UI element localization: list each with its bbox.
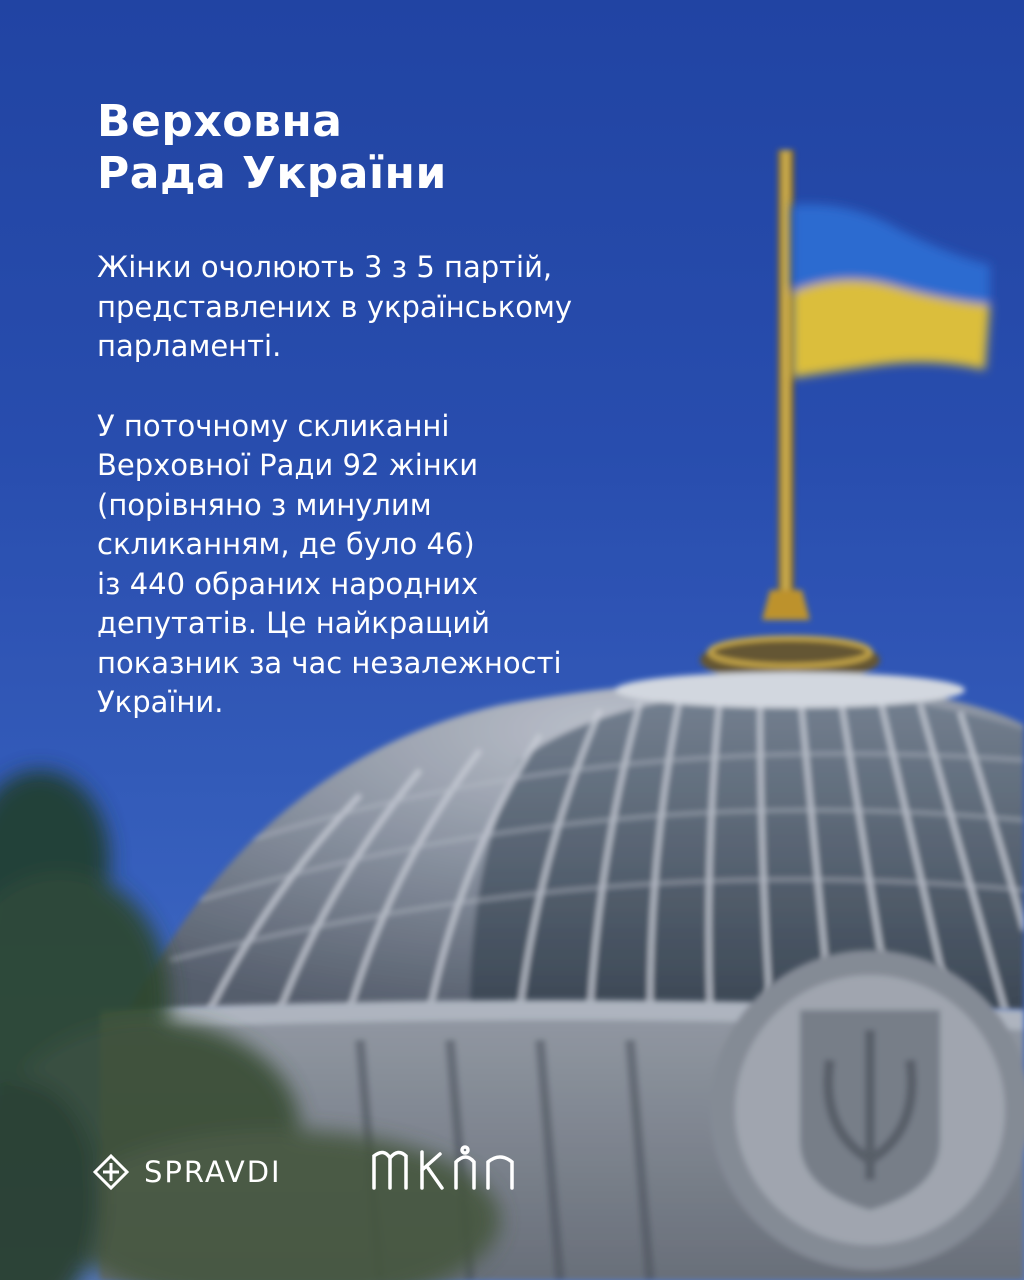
mkip-logo	[368, 1142, 528, 1198]
page-title	[97, 96, 447, 200]
spravdi-logo-icon	[92, 1153, 130, 1191]
body-text	[97, 248, 697, 723]
spravdi-logo-text: SPRAVDI	[144, 1155, 282, 1189]
paragraph-parties: Жінки очолюють 3 з 5 партій, представлених в українському парламенті.	[97, 250, 573, 363]
mkip-logo-text: МКІП	[368, 1142, 371, 1143]
paragraph-deputies: У поточному скликанні Верховної Ради 92 жінки (порівняно з минулим скликанням, де було 46) із 440 обраних народних депутатів. Це найкращий показник за час незалежності України.	[97, 408, 562, 719]
spravdi-logo	[92, 1150, 282, 1194]
title-line-1: Верховна	[97, 96, 343, 147]
title-line-2: Рада України	[97, 148, 447, 199]
